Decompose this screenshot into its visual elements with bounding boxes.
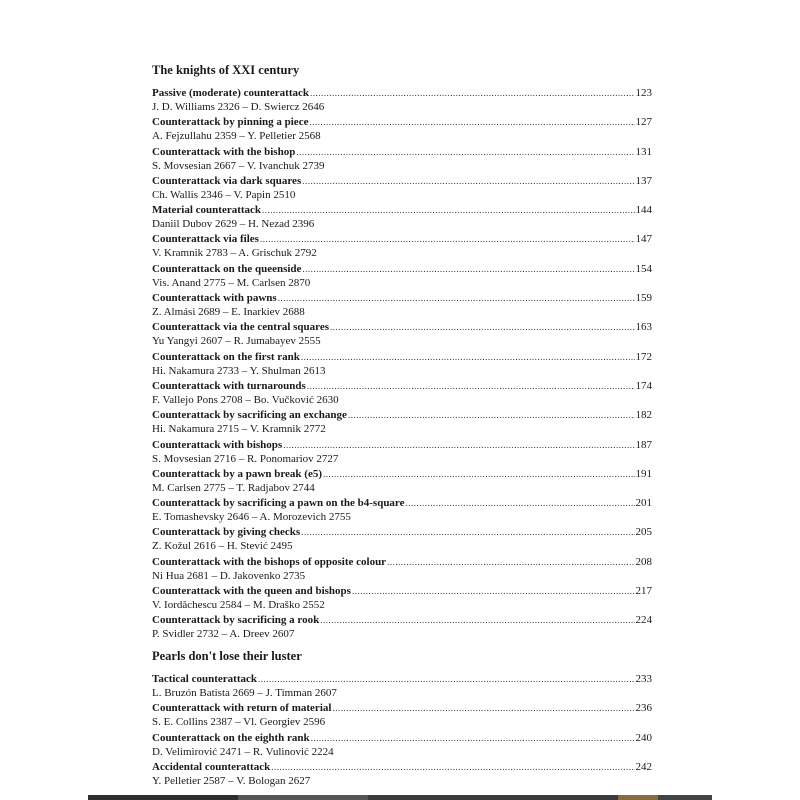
dot-leader [320,613,634,627]
page-number: 154 [635,262,652,275]
toc-entry [152,701,652,731]
entry-title: Counterattack by sacrificing a pawn on the b4-square [152,497,405,510]
dot-leader [323,467,635,481]
toc-entry [152,379,652,408]
game-players: S. Movsesian 2667 – V. Ivanchuk 2739 [152,159,325,172]
entry-title: Passive (moderate) counterattack [152,87,310,99]
page-number: 205 [635,526,652,539]
toc-entry-line [152,496,652,510]
entry-title: Counterattack by sacrificing an exchange [152,409,347,422]
bar-segment [238,795,368,800]
toc-entry [152,467,652,496]
entry-title: Tactical counterattack [152,672,257,685]
page-number: 182 [635,409,652,422]
page-number: 187 [635,438,652,451]
page-number: 208 [635,555,652,568]
game-players: Daniil Dubov 2629 – H. Nezad 2396 [152,218,315,231]
toc-entry [152,203,652,232]
toc-entry [152,672,652,702]
page-number: 224 [635,614,652,627]
dot-leader [301,350,635,364]
game-players: Y. Pelletier 2587 – V. Bologan 2627 [152,775,311,788]
page-number: 137 [635,174,652,187]
game-players: Hi. Nakamura 2715 – V. Kramnik 2772 [152,423,326,436]
entry-title: Counterattack with pawns [152,292,277,305]
game-players: M. Carlsen 2775 – T. Radjabov 2744 [152,481,315,494]
page-number: 201 [635,497,652,510]
dot-leader [406,496,635,510]
toc-entry-line [152,145,652,159]
toc-entry-line [152,731,652,745]
toc-entry-line [152,262,652,276]
toc-entry-line [152,320,652,334]
dot-leader [283,438,634,452]
bar-segment [88,795,238,800]
dot-leader [271,760,634,774]
game-players: P. Svidler 2732 – A. Dreev 2607 [152,628,295,641]
page-number: 240 [635,731,652,744]
page-number: 191 [635,467,652,480]
toc-entry [152,438,652,467]
game-players: L. Bruzón Batista 2669 – J. Timman 2607 [152,686,337,699]
dot-leader [309,115,634,129]
toc-entry [152,408,652,437]
section-list [152,672,652,790]
game-players: A. Fejzullahu 2359 – Y. Pelletier 2568 [152,130,321,143]
bar-segment [618,795,658,800]
bar-segment [368,795,618,800]
toc-entry-line [152,613,652,627]
page-number: 127 [635,116,652,129]
game-players: Ch. Wallis 2346 – V. Papin 2510 [152,188,296,201]
entry-title: Counterattack by a pawn break (e5) [152,467,322,480]
dot-leader [301,525,634,539]
toc-entry [152,291,652,320]
toc-entry-line [152,350,652,364]
table-of-contents [152,60,652,790]
toc-entry [152,496,652,525]
page-number: 147 [635,233,652,246]
entry-title: Counterattack via files [152,233,259,246]
entry-title: Counterattack with return of material [152,702,332,715]
toc-entry [152,232,652,261]
section-list [152,86,652,643]
page-number: 236 [635,702,652,715]
entry-title: Counterattack with bishops [152,438,283,451]
page-number: 123 [635,87,652,99]
dot-leader [296,145,634,159]
toc-entry-line [152,555,652,569]
toc-entry [152,555,652,584]
entry-title: Counterattack via dark squares [152,174,302,187]
toc-entry-line [152,584,652,598]
toc-entry [152,115,652,144]
game-players: J. D. Williams 2326 – D. Swiercz 2646 [152,101,325,113]
page-number: 163 [635,321,652,334]
game-players: Ni Hua 2681 – D. Jakovenko 2735 [152,569,306,582]
page-number: 131 [635,145,652,158]
entry-title: Counterattack on the queenside [152,262,302,275]
game-players: S. Movsesian 2716 – R. Ponomariov 2727 [152,452,339,465]
game-players: D. Velimirović 2471 – R. Vulinović 2224 [152,745,334,758]
page-number: 233 [635,672,652,685]
toc-entry-line [152,408,652,422]
toc-entry-line [152,232,652,246]
toc-entry [152,525,652,554]
dot-leader [387,555,634,569]
dot-leader [332,701,634,715]
toc-entry-line [152,291,652,305]
toc-entry-line [152,115,652,129]
toc-entry [152,350,652,379]
dot-leader [330,320,635,334]
section-title: The knights of XXI century [152,63,300,77]
page-number: 242 [635,761,652,774]
page-number: 159 [635,292,652,305]
dot-leader [258,672,635,686]
entry-title: Counterattack on the eighth rank [152,731,310,744]
entry-title: Counterattack with the bishops of opposite colour [152,555,387,568]
page-number: 174 [635,379,652,392]
toc-entry-line [152,379,652,393]
toc-entry-line [152,86,652,100]
bar-segment [658,795,712,800]
toc-entry-line [152,438,652,452]
game-players: V. Kramnik 2783 – A. Grischuk 2792 [152,247,317,260]
toc-entry [152,145,652,174]
game-players: E. Tomashevsky 2646 – A. Morozevich 2755 [152,511,351,524]
toc-entry [152,584,652,613]
dot-leader [307,379,635,393]
game-players: Z. Almási 2689 – E. Inarkiev 2688 [152,306,305,319]
dot-leader [302,262,634,276]
entry-title: Counterattack with the bishop [152,145,296,158]
game-players: Vis. Anand 2775 – M. Carlsen 2870 [152,276,311,289]
entry-title: Counterattack by pinning a piece [152,116,309,129]
dot-leader [311,731,635,745]
toc-entry [152,174,652,203]
entry-title: Counterattack with turnarounds [152,379,306,392]
viewer-bottom-bar [88,795,712,800]
entry-title: Counterattack by sacrificing a rook [152,614,320,627]
entry-title: Counterattack with the queen and bishops [152,585,351,598]
game-players: Hi. Nakamura 2733 – Y. Shulman 2613 [152,364,326,377]
entry-title: Counterattack via the central squares [152,321,329,334]
toc-entry [152,760,652,790]
game-players: Yu Yangyi 2607 – R. Jumabayev 2555 [152,335,321,348]
game-players: Z. Kožul 2616 – H. Stević 2495 [152,540,293,553]
page-number: 144 [635,204,652,217]
toc-entry-line [152,467,652,481]
dot-leader [310,86,634,100]
entry-title: Counterattack by giving checks [152,526,301,539]
toc-entry-line [152,760,652,774]
toc-entry [152,731,652,761]
toc-entry [152,320,652,349]
dot-leader [260,232,635,246]
toc-entry-line [152,203,652,217]
toc-entry-line [152,525,652,539]
toc-entry [152,613,652,642]
dot-leader [262,203,634,217]
entry-title: Accidental counterattack [152,761,271,774]
dot-leader [348,408,635,422]
dot-leader [302,174,634,188]
dot-leader [278,291,635,305]
game-players: V. Iordăchescu 2584 – M. Draško 2552 [152,599,325,612]
entry-title: Counterattack on the first rank [152,350,300,363]
game-players: F. Vallejo Pons 2708 – Bo. Vučković 2630 [152,393,339,406]
toc-entry-line [152,701,652,715]
game-players: S. E. Collins 2387 – Vl. Georgiev 2596 [152,716,326,729]
toc-entry [152,262,652,291]
page-number: 172 [635,350,652,363]
toc-entry-line [152,174,652,188]
page-number: 217 [635,585,652,598]
section-title: Pearls don't lose their luster [152,648,302,663]
toc-entry [152,86,652,115]
toc-entry-line [152,672,652,686]
entry-title: Material counterattack [152,204,262,217]
dot-leader [352,584,635,598]
